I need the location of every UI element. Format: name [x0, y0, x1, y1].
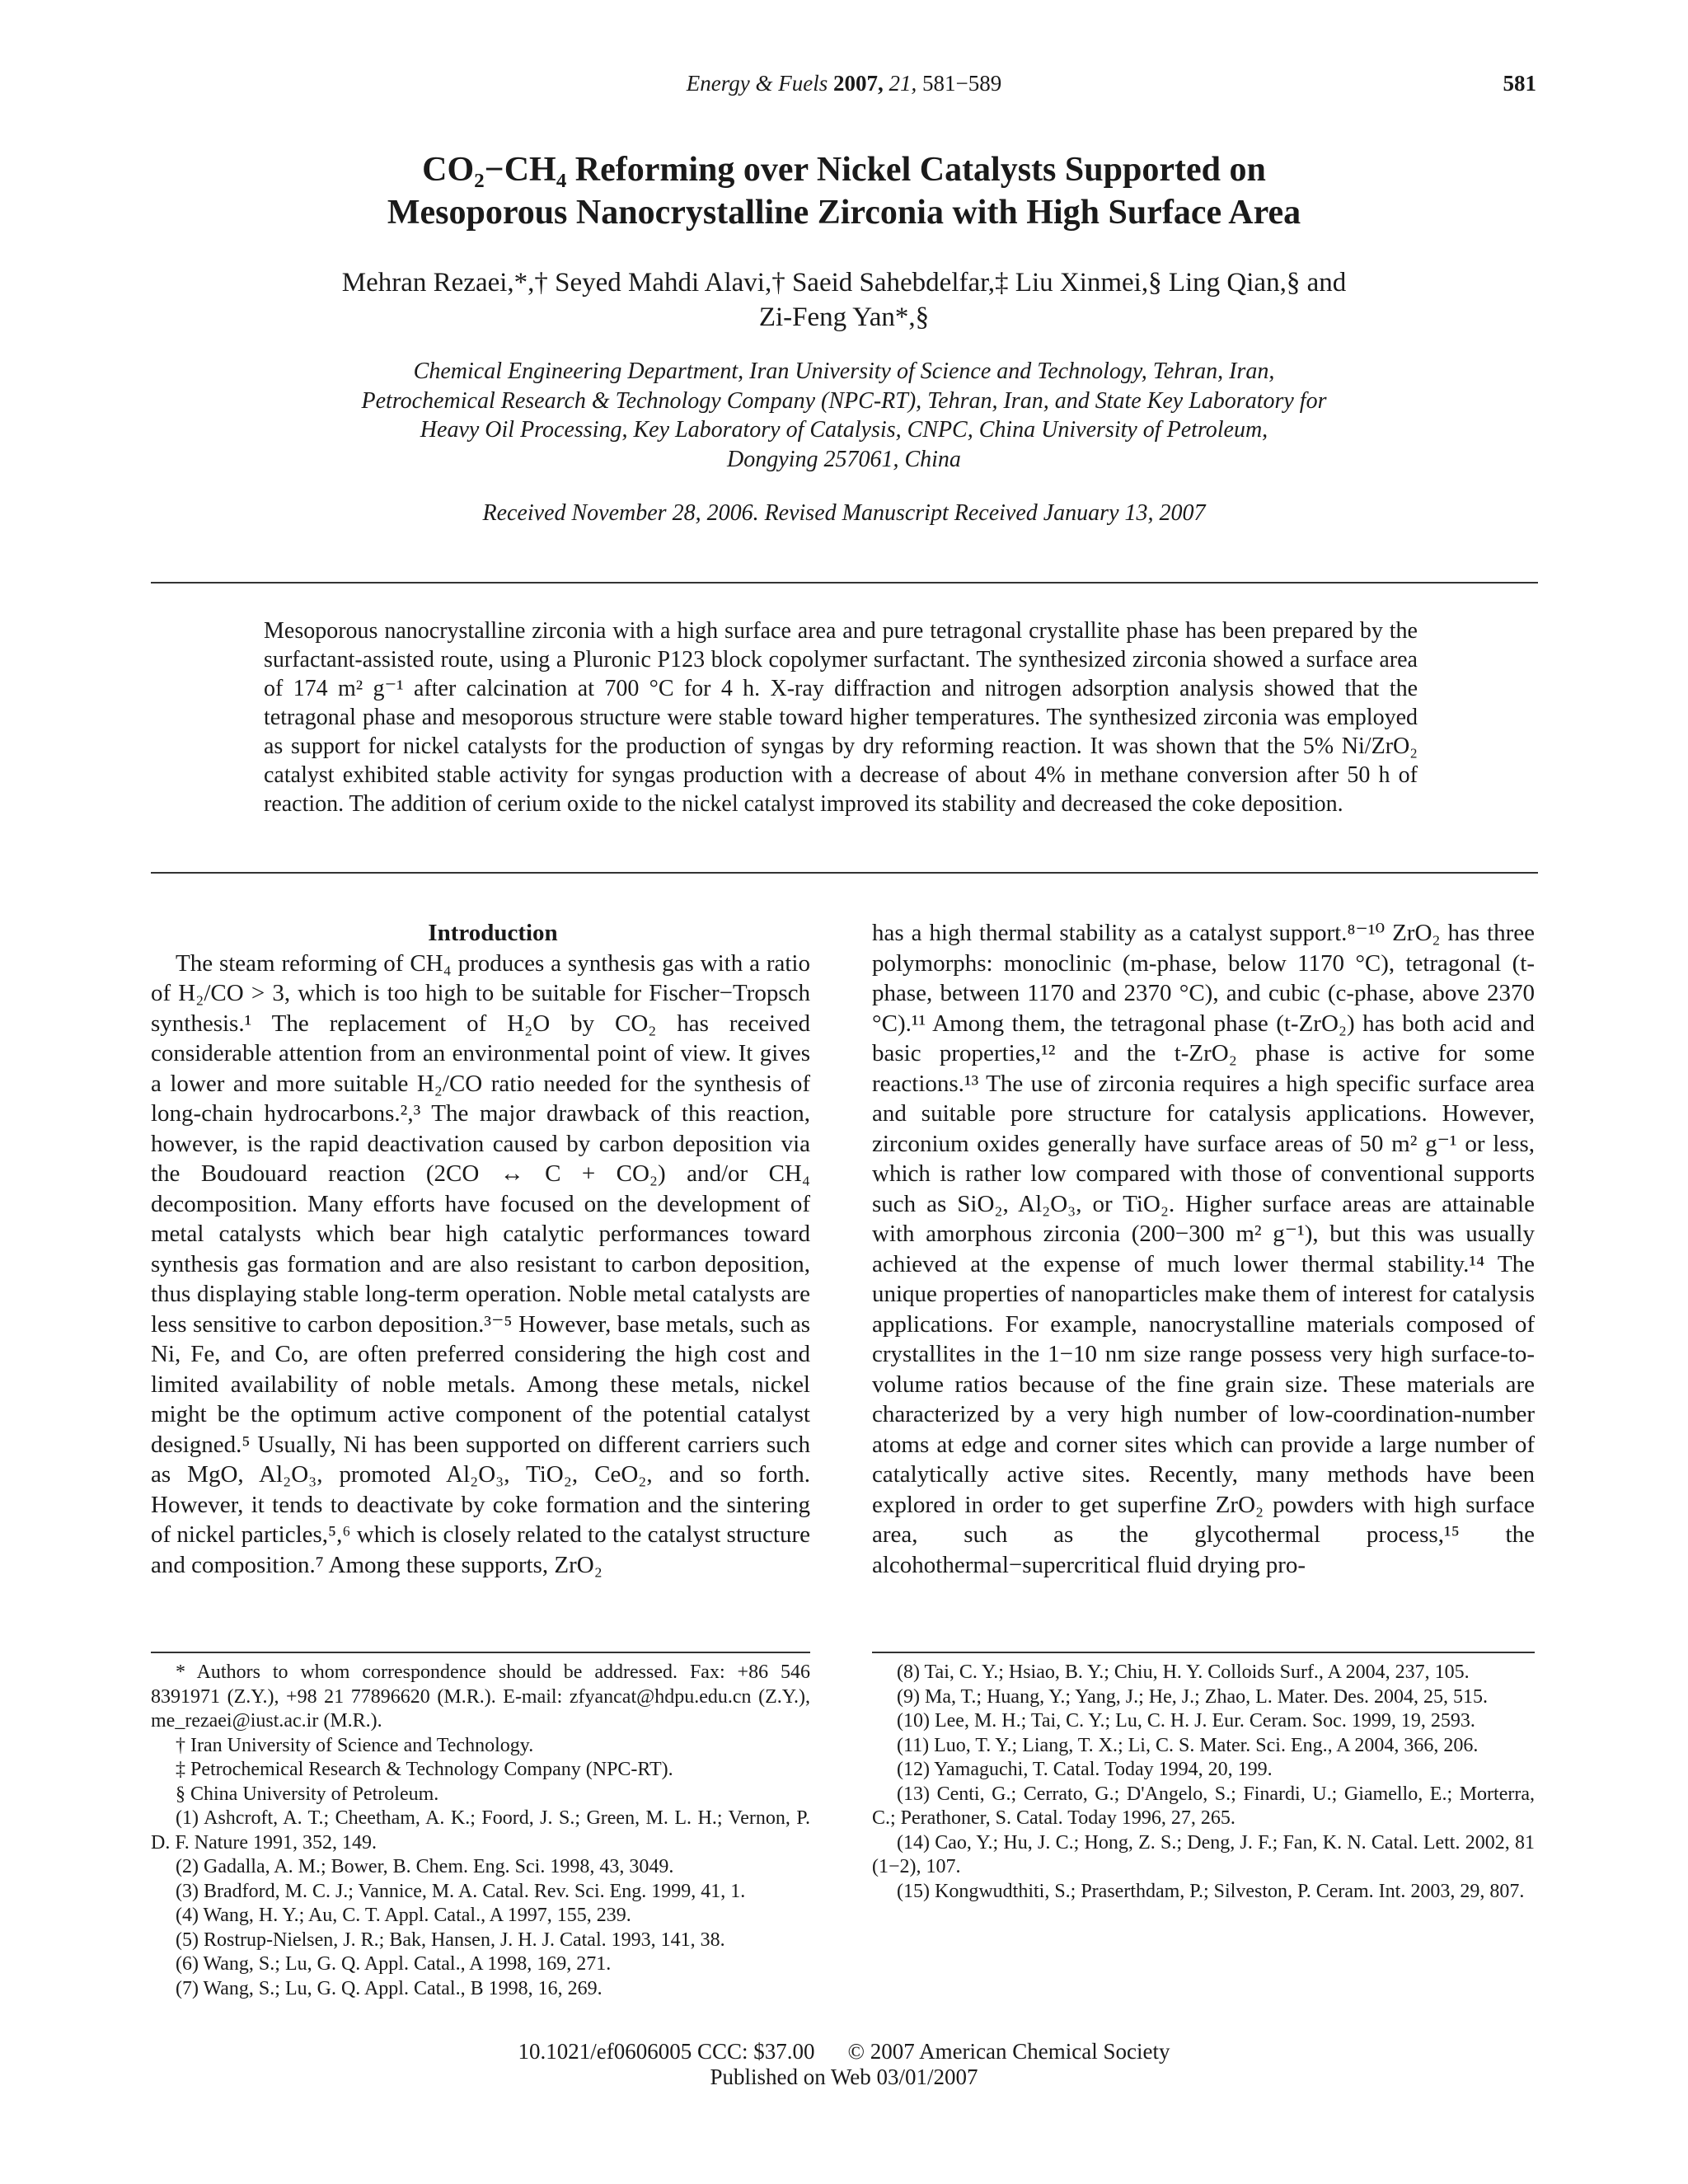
abstract-bottom-rule [151, 872, 1538, 874]
footnotes-left [151, 1661, 810, 2001]
journal-year: 2007, [832, 71, 884, 96]
reference-1: (1) Ashcroft, A. T.; Cheetham, A. K.; Foord, J. S.; Green, M. L. H.; Vernon, P. D. F. Nature 1991, 352, 149. [151, 1807, 810, 1854]
affiliation-line-1: Chemical Engineering Department, Iran University of Science and Technology, Tehran, Iran, [413, 359, 1275, 384]
reference-7: (7) Wang, S.; Lu, G. Q. Appl. Catal., B 1998, 16, 269. [176, 1977, 603, 1999]
reference-6: (6) Wang, S.; Lu, G. Q. Appl. Catal., A 1998, 169, 271. [176, 1953, 612, 1975]
affiliations [165, 357, 1523, 474]
reference-4: (4) Wang, H. Y.; Au, C. T. Appl. Catal., A 1997, 155, 239. [176, 1905, 631, 1926]
authors-line-1: Mehran Rezaei,*,† Seyed Mahdi Alavi,† Saeid Sahebdelfar,‡ Liu Xinmei,§ Ling Qian,§ and [341, 268, 1347, 298]
copyright: © 2007 American Chemical Society [847, 2039, 1170, 2064]
title-line-2: Mesoporous Nanocrystalline Zirconia with High Surface Area [387, 194, 1301, 232]
footnote-correspondence: * Authors to whom correspondence should be addressed. Fax: +86 546 8391971 (Z.Y.), +98 21 77896620 (M.R.). E-mail: zfyancat@hdpu.edu.cn (Z.Y.), me_rezaei@iust.ac.ir (M.R.). [151, 1661, 810, 1732]
reference-5: (5) Rostrup-Nielsen, J. R.; Bak, Hansen, J. H. J. Catal. 1993, 141, 38. [176, 1929, 725, 1951]
intro-paragraph-1: The steam reforming of CH₄ produces a synthesis gas with a ratio of H₂/CO > 3, which is too high to be suitable for Fischer−Tropsch synthesis.¹ The replacement of H₂O by CO₂ has received considerable attention from an environmental point of view. It gives a lower and more suitable H₂/CO ratio needed for the synthesis of long-chain hydrocarbons.²,³ The major drawback of this reaction, however, is the rapid deactivation caused by carbon deposition via the Boudouard reaction (2CO ↔ C + CO₂) and/or CH₄ decomposition. Many efforts have focused on the development of metal catalysts which bear high catalytic performances toward synthesis gas formation and are also resistant to carbon deposition, thus displaying stable long-term operation. Noble metal catalysts are less sensitive to carbon deposition.³⁻⁵ However, base metals, such as Ni, Fe, and Co, are often preferred considering the high cost and limited availability of noble metals. Among these metals, nickel might be the optimum active component of the potential catalyst designed.⁵ Usually, Ni has been supported on different carriers such as MgO, Al₂O₃, promoted Al₂O₃, TiO₂, CeO₂, and so forth. However, it tends to deactivate by coke formation and the sintering of nickel particles,⁵,⁶ which is closely related to the catalyst structure and composition.⁷ Among these supports, ZrO₂ [151, 949, 810, 1578]
body-column-right [872, 918, 1535, 1580]
body-column-left [151, 918, 810, 1580]
footnote-affiliation-dagger: † Iran University of Science and Technology. [176, 1734, 534, 1756]
reference-3: (3) Bradford, M. C. J.; Vannice, M. A. Catal. Rev. Sci. Eng. 1999, 41, 1. [176, 1880, 746, 1902]
reference-9: (9) Ma, T.; Huang, Y.; Yang, J.; He, J.; Zhao, L. Mater. Des. 2004, 25, 515. [897, 1685, 1489, 1708]
reference-12: (12) Yamaguchi, T. Catal. Today 1994, 20, 199. [897, 1759, 1273, 1780]
journal-volume: 21, [889, 71, 917, 96]
page-number: 581 [1503, 71, 1536, 96]
author-list [165, 265, 1523, 335]
reference-2: (2) Gadalla, A. M.; Bower, B. Chem. Eng. Sci. 1998, 43, 3049. [176, 1856, 674, 1877]
published-date: Published on Web 03/01/2007 [710, 2064, 978, 2089]
footnote-rule-left [151, 1652, 810, 1653]
authors-line-2: Zi-Feng Yan*,§ [758, 302, 930, 332]
journal-citation [0, 71, 1688, 96]
section-heading-introduction: Introduction [428, 920, 558, 946]
journal-name: Energy & Fuels [686, 71, 828, 96]
footnote-affiliation-double-dagger: ‡ Petrochemical Research & Technology Company (NPC-RT). [176, 1759, 673, 1780]
title-line-1: CO₂−CH₄ Reforming over Nickel Catalysts Supported on [422, 151, 1266, 189]
reference-8: (8) Tai, C. Y.; Hsiao, B. Y.; Chiu, H. Y. Colloids Surf., A 2004, 237, 105. [897, 1661, 1470, 1683]
abstract-top-rule [151, 582, 1538, 583]
received-dates: Received November 28, 2006. Revised Manuscript Received January 13, 2007 [482, 500, 1206, 526]
footnote-affiliation-section: § China University of Petroleum. [176, 1783, 439, 1805]
reference-14: (14) Cao, Y.; Hu, J. C.; Hong, Z. S.; Deng, J. F.; Fan, K. N. Catal. Lett. 2002, 81 (1−2), 107. [872, 1831, 1535, 1877]
journal-pages: 581−589 [921, 71, 1002, 96]
doi-line: 10.1021/ef0606005 CCC: $37.00 [518, 2039, 815, 2064]
article-title [124, 148, 1564, 234]
reference-15: (15) Kongwudthiti, S.; Praserthdam, P.; Silveston, P. Ceram. Int. 2003, 29, 807. [897, 1880, 1525, 1902]
reference-13: (13) Centi, G.; Cerrato, G.; D'Angelo, S.; Finardi, U.; Giamello, E.; Morterra, C.; Perathoner, S. Catal. Today 1996, 27, 265. [872, 1783, 1535, 1829]
footnote-rule-right [872, 1652, 1535, 1653]
affiliation-line-3: Heavy Oil Processing, Key Laboratory of Catalysis, CNPC, China University of Petroleum, [420, 417, 1268, 443]
page-footer [0, 2039, 1688, 2090]
affiliation-line-2: Petrochemical Research & Technology Company (NPC-RT), Tehran, Iran, and State Key Laboratory for [361, 387, 1327, 414]
abstract-text: Mesoporous nanocrystalline zirconia with a high surface area and pure tetragonal crystallite phase has been prepared by the surfactant-assisted route, using a Pluronic P123 block copolymer surfactant. The synthesized zirconia showed a surface area of 174 m² g⁻¹ after calcination at 700 °C for 4 h. X-ray diffraction and nitrogen adsorption analysis showed that the tetragonal phase and mesoporous structure were stable toward higher temperatures. The synthesized zirconia was employed as support for nickel catalysts for the production of syngas by dry reforming reaction. It was shown that the 5% Ni/ZrO₂ catalyst exhibited stable activity for syngas production with a decrease of about 4% in methane conversion after 50 h of reaction. The addition of cerium oxide to the nickel catalyst improved its stability and decreased the coke deposition. [264, 618, 1418, 817]
reference-11: (11) Luo, T. Y.; Liang, T. X.; Li, C. S. Mater. Sci. Eng., A 2004, 366, 206. [897, 1734, 1479, 1756]
reference-10: (10) Lee, M. H.; Tai, C. Y.; Lu, C. H. J. Eur. Ceram. Soc. 1999, 19, 2593. [897, 1710, 1475, 1732]
footnotes-right [872, 1661, 1535, 1904]
running-header [0, 71, 1688, 107]
intro-paragraph-continued: has a high thermal stability as a catalyst support.⁸⁻¹⁰ ZrO₂ has three polymorphs: monoclinic (m-phase, below 1170 °C), tetragonal (t-phase, between 1170 and 2370 °C), and cubic (c-phase, above 2370 °C).¹¹ Among them, the tetragonal phase (t-ZrO₂) has both acid and basic properties,¹² and the t-ZrO₂ phase is active for some reactions.¹³ The use of zirconia requires a high specific surface area and suitable pore structure for catalysis applications. However, zirconium oxides generally have surface areas of 50 m² g⁻¹ or less, which is rather low compared with those of conventional supports such as SiO₂, Al₂O₃, or TiO₂. Higher surface areas are attainable with amorphous zirconia (200−300 m² g⁻¹), but this was usually achieved at the expense of much lower thermal stability.¹⁴ The unique properties of nanoparticles make them of interest for catalysis applications. For example, nanocrystalline materials composed of crystallites in the 1−10 nm size range possess very high surface-to-volume ratios because of the fine grain size. These materials are characterized by a very high number of low-coordination-number atoms at edge and corner sites which can provide a large number of catalytically active sites. Recently, many methods have been explored in order to get superfine ZrO₂ powders with high surface area, such as the glycothermal process,¹⁵ the alcohothermal−supercritical fluid drying pro- [872, 920, 1535, 1578]
affiliation-line-4: Dongying 257061, China [727, 446, 961, 472]
